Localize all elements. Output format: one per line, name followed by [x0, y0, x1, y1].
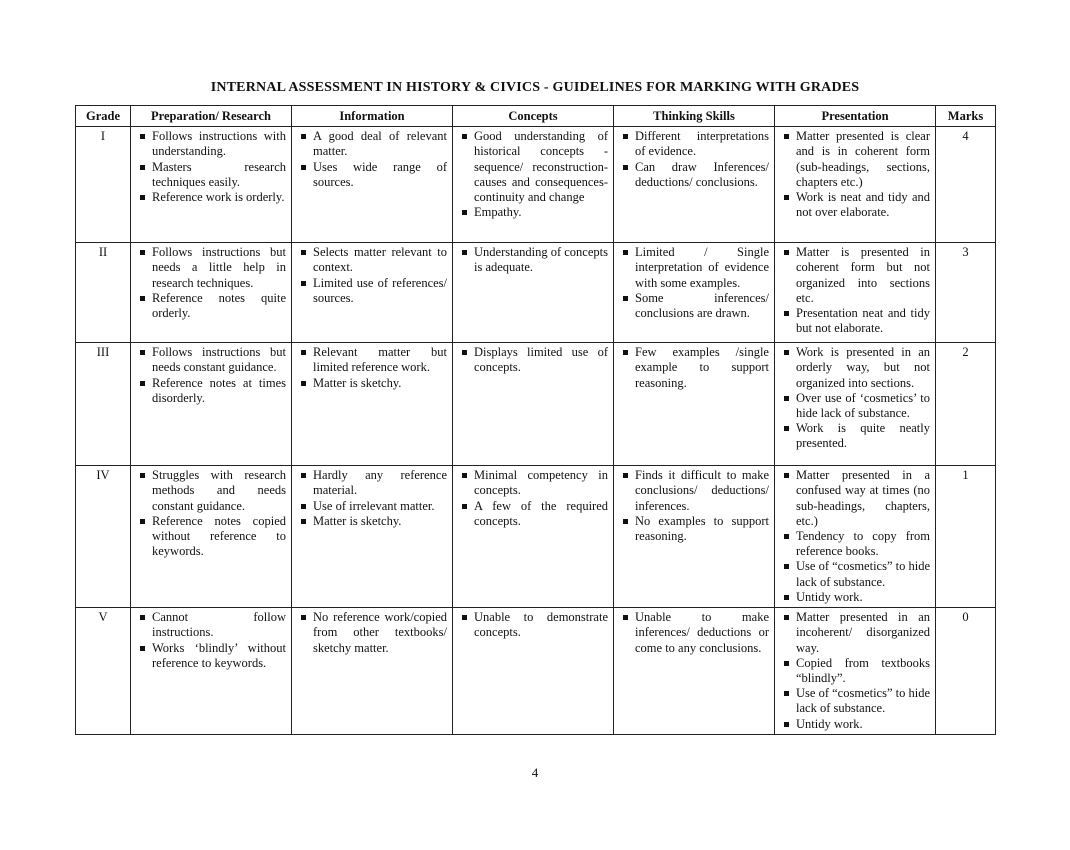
bullet-item: Empathy.: [474, 205, 608, 220]
thinking-cell: [614, 466, 775, 608]
header-row: [76, 106, 996, 127]
bullet-item: Few examples /single example to support reasoning.: [635, 345, 769, 390]
bullet-list: [136, 345, 286, 406]
table-row: [76, 243, 996, 343]
preparation-cell: [131, 243, 292, 343]
bullet-item: Matter presented is clear and is in coherent form (sub-headings, sections, chapters etc.): [796, 129, 930, 189]
information-cell: [292, 343, 453, 466]
header-grade: Grade: [76, 106, 131, 127]
presentation-cell: [775, 343, 936, 466]
concepts-cell: [453, 127, 614, 243]
grade-cell: IV: [76, 466, 131, 608]
information-cell: [292, 466, 453, 608]
marks-cell: 0: [936, 608, 996, 735]
bullet-item: Follows instructions with understanding.: [152, 129, 286, 159]
header-information: Information: [292, 106, 453, 127]
bullet-item: Unable to make inferences/ deductions or come to any conclusions.: [635, 610, 769, 655]
thinking-cell: [614, 343, 775, 466]
bullet-item: A few of the required concepts.: [474, 498, 608, 528]
bullet-list: [458, 468, 608, 529]
bullet-item: Reference notes copied without reference to keywords.: [152, 513, 286, 559]
bullet-item: Cannot follow instructions.: [152, 610, 286, 640]
concepts-cell: [453, 608, 614, 735]
bullet-list: [136, 610, 286, 671]
information-cell: [292, 608, 453, 735]
bullet-item: Masters research techniques easily.: [152, 159, 286, 189]
concepts-cell: [453, 343, 614, 466]
bullet-item: Presentation neat and tidy but not elaborate.: [796, 306, 930, 336]
bullet-item: Selects matter relevant to context.: [313, 245, 447, 275]
bullet-list: [780, 245, 930, 336]
bullet-item: Work is quite neatly presented.: [796, 421, 930, 451]
table-row: [76, 343, 996, 466]
bullet-item: Unable to demonstrate concepts.: [474, 610, 608, 640]
bullet-item: Use of “cosmetics” to hide lack of substance.: [796, 559, 930, 589]
bullet-list: [619, 610, 769, 656]
table-row: [76, 466, 996, 608]
marks-cell: 2: [936, 343, 996, 466]
thinking-cell: [614, 127, 775, 243]
page-number: 4: [531, 765, 539, 780]
bullet-item: Minimal competency in concepts.: [474, 468, 608, 498]
bullet-item: Reference notes at times disorderly.: [152, 375, 286, 405]
bullet-list: [136, 245, 286, 321]
bullet-item: Matter presented in a confused way at times (no sub-headings, chapters, etc.): [796, 468, 930, 528]
bullet-list: [780, 345, 930, 451]
bullet-item: Relevant matter but limited reference work.: [313, 345, 447, 375]
bullet-item: Understanding of concepts is adequate.: [474, 245, 608, 275]
bullet-list: [297, 345, 447, 391]
bullet-list: [780, 468, 930, 605]
table-row: [76, 127, 996, 243]
bullet-item: Use of “cosmetics” to hide lack of substance.: [796, 686, 930, 716]
bullet-list: [619, 468, 769, 544]
bullet-list: [297, 468, 447, 529]
bullet-item: Copied from textbooks “blindly”.: [796, 655, 930, 686]
thinking-cell: [614, 243, 775, 343]
presentation-cell: [775, 243, 936, 343]
bullet-item: Matter is sketchy.: [313, 376, 447, 391]
bullet-item: Struggles with research methods and needs constant guidance.: [152, 468, 286, 513]
bullet-item: No reference work/copied from other textbooks/ sketchy matter.: [313, 610, 447, 655]
concepts-cell: [453, 243, 614, 343]
bullet-item: Untidy work.: [796, 590, 930, 605]
presentation-cell: [775, 608, 936, 735]
header-thinking-skills: Thinking Skills: [614, 106, 775, 127]
bullet-list: [619, 129, 769, 190]
bullet-list: [780, 610, 930, 732]
bullet-list: [297, 129, 447, 190]
bullet-list: [297, 245, 447, 306]
bullet-item: Finds it difficult to make conclusions/ deductions/ inferences.: [635, 468, 769, 513]
bullet-item: Follows instructions but needs constant guidance.: [152, 345, 286, 375]
bullet-item: Use of irrelevant matter.: [313, 499, 447, 514]
bullet-list: [458, 345, 608, 375]
concepts-cell: [453, 466, 614, 608]
bullet-item: Works ‘blindly’ without reference to keywords.: [152, 640, 286, 670]
bullet-item: Hardly any reference material.: [313, 468, 447, 498]
grade-cell: I: [76, 127, 131, 243]
bullet-item: Work is presented in an orderly way, but not organized into sections.: [796, 345, 930, 390]
bullet-list: [780, 129, 930, 220]
bullet-item: Work is neat and tidy and not over elaborate.: [796, 190, 930, 220]
bullet-item: Over use of ‘cosmetics’ to hide lack of substance.: [796, 390, 930, 421]
marks-cell: 4: [936, 127, 996, 243]
grade-cell: V: [76, 608, 131, 735]
bullet-item: Untidy work.: [796, 717, 930, 732]
bullet-item: Displays limited use of concepts.: [474, 345, 608, 375]
bullet-item: Matter presented in an incoherent/ disorganized way.: [796, 610, 930, 655]
bullet-item: Follows instructions but needs a little help in research techniques.: [152, 245, 286, 290]
bullet-list: [619, 345, 769, 391]
table-row: [76, 608, 996, 735]
preparation-cell: [131, 608, 292, 735]
preparation-cell: [131, 466, 292, 608]
bullet-item: No examples to support reasoning.: [635, 513, 769, 544]
thinking-cell: [614, 608, 775, 735]
information-cell: [292, 243, 453, 343]
bullet-item: Uses wide range of sources.: [313, 159, 447, 189]
preparation-cell: [131, 127, 292, 243]
marks-cell: 3: [936, 243, 996, 343]
bullet-item: Can draw Inferences/ deductions/ conclusions.: [635, 159, 769, 189]
grade-cell: II: [76, 243, 131, 343]
bullet-item: Matter is sketchy.: [313, 514, 447, 529]
bullet-item: Different interpretations of evidence.: [635, 129, 769, 159]
header-marks: Marks: [936, 106, 996, 127]
bullet-item: Good understanding of historical concepts - sequence/ reconstruction- causes and consequences- continuity and change: [474, 129, 608, 205]
presentation-cell: [775, 466, 936, 608]
header-presentation: Presentation: [775, 106, 936, 127]
bullet-item: Limited use of references/ sources.: [313, 275, 447, 305]
header-preparation: Preparation/ Research: [131, 106, 292, 127]
presentation-cell: [775, 127, 936, 243]
bullet-item: Reference notes quite orderly.: [152, 290, 286, 321]
bullet-item: Reference work is orderly.: [152, 190, 285, 205]
bullet-item: Some inferences/ conclusions are drawn.: [635, 290, 769, 321]
bullet-list: [458, 610, 608, 640]
bullet-list: [136, 129, 286, 205]
bullet-list: [297, 610, 447, 656]
header-concepts: Concepts: [453, 106, 614, 127]
rubric-body: [76, 127, 996, 735]
grading-rubric-table: [75, 105, 996, 735]
bullet-item: A good deal of relevant matter.: [313, 129, 447, 159]
page-title: INTERNAL ASSESSMENT IN HISTORY & CIVICS - GUIDELINES FOR MARKING WITH GRADES: [210, 80, 860, 95]
bullet-item: Tendency to copy from reference books.: [796, 529, 930, 559]
bullet-item: Limited / Single interpretation of evidence with some examples.: [635, 245, 769, 290]
information-cell: [292, 127, 453, 243]
marks-cell: 1: [936, 466, 996, 608]
bullet-list: [136, 468, 286, 559]
bullet-item: Matter is presented in coherent form but not organized into sections etc.: [796, 245, 930, 305]
bullet-list: [458, 129, 608, 220]
bullet-list: [619, 245, 769, 321]
preparation-cell: [131, 343, 292, 466]
bullet-list: [458, 245, 608, 275]
grade-cell: III: [76, 343, 131, 466]
